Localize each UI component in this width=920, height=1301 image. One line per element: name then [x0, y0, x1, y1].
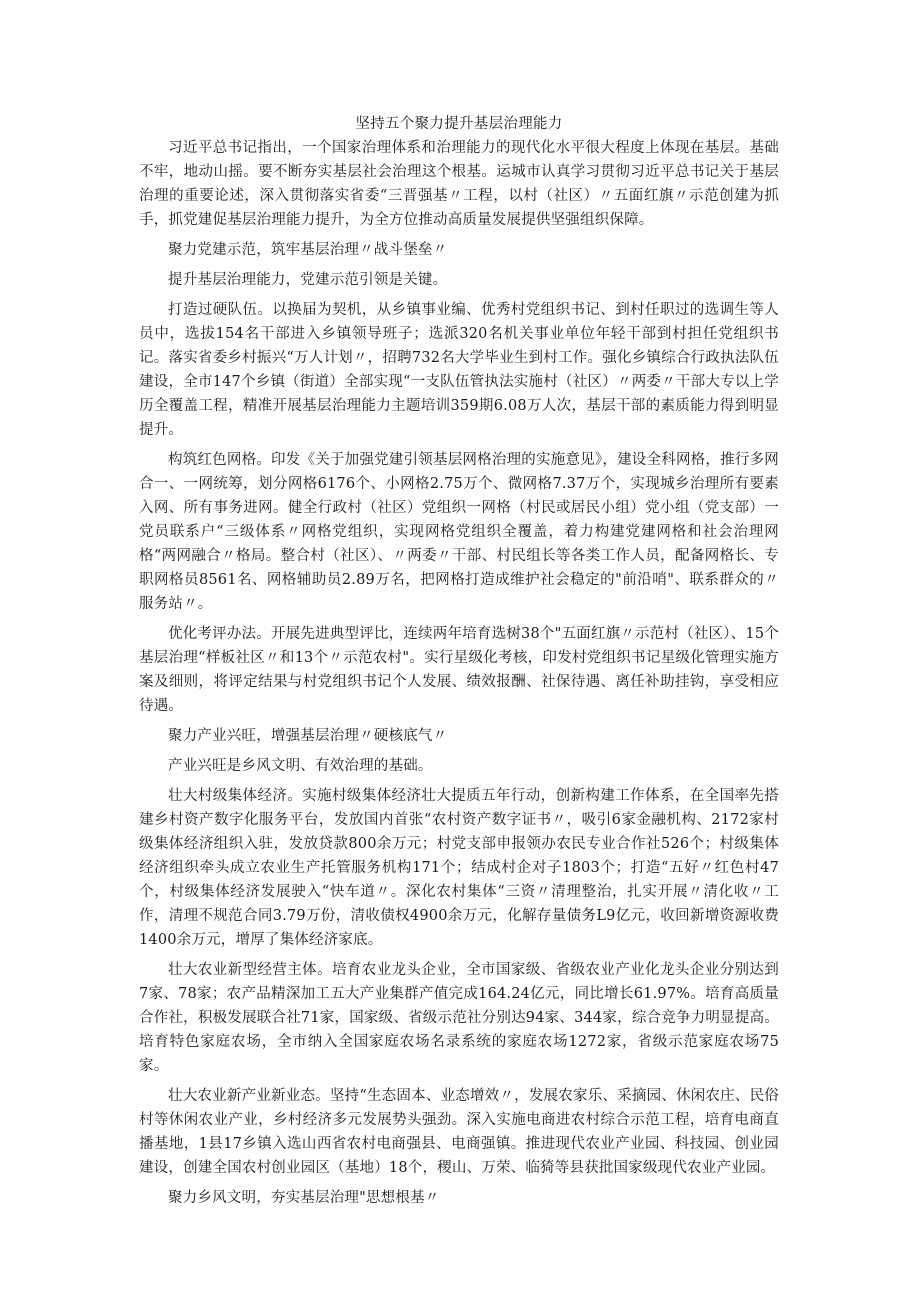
paragraph: 优化考评办法。开展先进典型评比，连续两年培育选树38个"五面红旗〃示范村（社区）、15个基层治理“样板社区〃和13个〃示范农村"。实行星级化考核，印发村党组织书记星级化管理实施方案及细则，将评定结果与村党组织书记个人发展、绩效报酬、社保待遇、离任补助挂钩，享受相应待遇。 [139, 626, 779, 714]
paragraph: 打造过硬队伍。以换届为契机，从乡镇事业编、优秀村党组织书记、到村任职过的选调生等人员中，选拔154名干部进入乡镇领导班子；选派320名机关事业单位年轻干部到村担任党组织书记。落实省委乡村振兴“万人计划〃，招聘732名大学毕业生到村工作。强化乡镇综合行政执法队伍建设，全市147个乡镇（街道）全部实现“一支队伍管执法实施村（社区）〃两委〃干部大专以上学历全覆盖工程，精准开展基层治理能力主题培训359期6.08万人次，基层干部的素质能力得到明显提升。 [139, 302, 779, 438]
paragraph: 构筑红色网格。印发《关于加强党建引领基层网格治理的实施意见》，建设全科网格，推行多网合一、一网统筹，划分网格6176个、小网格2.75万个、微网格7.37万个，实现城乡治理所有要素入网、所有事务进网。健全行政村（社区）党组织一网格（村民或居民小组）党小组（党支部）一党员联系户“三级体系〃网格党组织，实现网格党组织全覆盖，着力构建党建网格和社会治理网格“两网融合〃格局。整合村（社区）、〃两委〃干部、村民组长等各类工作人员，配备网格长、专职网格员8561名、网格辅助员2.89万名，把网格打造成维护社会稳定的"前沿哨"、联系群众的〃服务站〃。 [139, 452, 779, 612]
paragraph: 提升基层治理能力，党建示范引领是关键。 [168, 272, 448, 288]
section-heading-civilization: 聚力乡风文明，夯实基层治理"思想根基〃 [168, 1190, 440, 1206]
document-page [139, 112, 779, 1210]
section-heading-party-building: 聚力党建示范，筑牢基层治理〃战斗堡垒〃 [168, 242, 448, 258]
paragraph: 产业兴旺是乡风文明、有效治理的基础。 [168, 758, 433, 774]
paragraph: 壮大农业新产业新业态。坚持“生态固本、业态增效〃，发展农家乐、采摘园、休闲农庄、民俗村等休闲农业产业，乡村经济多元发展势头强劲。深入实施电商进农村综合示范工程，培育电商直播基地，1县17乡镇入选山西省农村电商强县、电商强镇。推进现代农业产业园、科技园、创业园建设，创建全国农村创业园区（基地）18个，稷山、万荣、临猗等县获批国家级现代农业产业园。 [139, 1088, 779, 1176]
section-heading-industry: 聚力产业兴旺，增强基层治理〃硬核底气〃 [168, 728, 448, 744]
paragraph-intro: 习近平总书记指出，一个国家治理体系和治理能力的现代化水平很大程度上体现在基层。基础不牢，地动山摇。要不断夯实基层社会治理这个根基。运城市认真学习贯彻习近平总书记关于基层治理的重要论述，深入贯彻落实省委“三晋强基〃工程，以村（社区）〃五面红旗〃示范创建为抓手，抓党建促基层治理能力提升，为全方位推动高质量发展提供坚强组织保障。 [139, 140, 779, 228]
paragraph: 壮大村级集体经济。实施村级集体经济壮大提质五年行动，创新构建工作体系，在全国率先搭建乡村资产数字化服务平台，发放国内首张“农村资产数字证书〃，吸引6家金融机构、2172家村级集体经济组织入驻，发放贷款800余万元；村党支部申报领办农民专业合作社526个；村级集体经济组织牵头成立农业生产托管服务机构171个；结成村企对子1803个；打造“五好〃红色村47个，村级集体经济发展驶入“快车道〃。深化农村集体“三资〃清理整治，扎实开展〃清化收〃工作，清理不规范合同3.79万份，清收债权4900余万元，化解存量债务L9亿元，收回新增资源收费1400余万元，增厚了集体经济家底。 [139, 788, 779, 948]
paragraph: 壮大农业新型经营主体。培育农业龙头企业，全市国家级、省级农业产业化龙头企业分别达到7家、78家；农产品精深加工五大产业集群产值完成164.24亿元，同比增长61.97%。培育高质量合作社，积极发展联合社71家，国家级、省级示范社分别达94家、344家，综合竞争力明显提高。培育特色家庭农场，全市纳入全国家庭农场名录系统的家庭农场1272家，省级示范家庭农场75家。 [139, 962, 779, 1074]
document-title: 坚持五个聚力提升基层治理能力 [355, 116, 563, 132]
